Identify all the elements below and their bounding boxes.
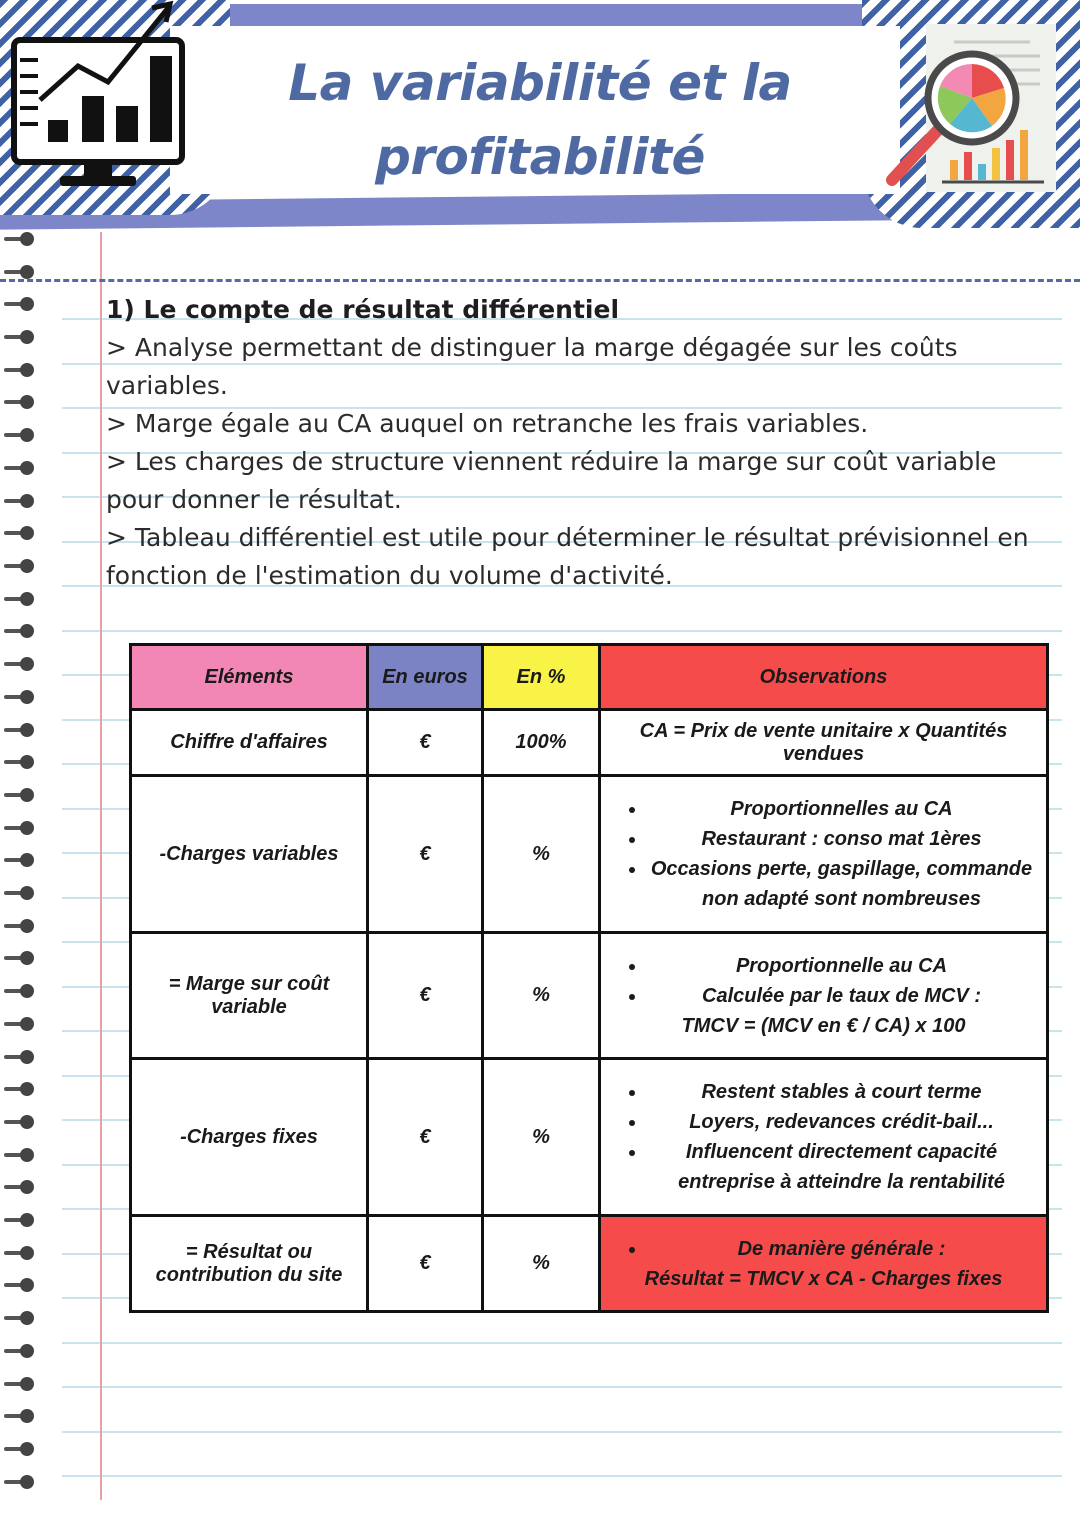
spiral-ring (4, 265, 34, 279)
observation-item: • Loyers, redevances crédit-bail... (647, 1107, 1036, 1137)
row-percent: % (483, 1059, 600, 1216)
notebook-line (62, 1386, 1062, 1388)
spiral-ring (4, 297, 34, 311)
table-row (131, 776, 1048, 933)
dashed-divider (0, 279, 1080, 282)
report-magnifier-pie-chart-icon (880, 20, 1060, 200)
spiral-ring (4, 821, 34, 835)
observation-item: • Proportionnelles au CA (647, 794, 1036, 824)
title-line-2: profitabilité (375, 128, 705, 186)
table-row (131, 1059, 1048, 1216)
row-euros: € (368, 710, 483, 776)
spiral-ring (4, 657, 34, 671)
table-row (131, 710, 1048, 776)
section-bullet-2: > Marge égale au CA auquel on retranche les frais variables. (106, 409, 869, 438)
observation-item: • Restent stables à court terme (647, 1077, 1036, 1107)
spiral-ring (4, 1246, 34, 1260)
spiral-ring (4, 1148, 34, 1162)
notebook-line (62, 1475, 1062, 1477)
monitor-bar-chart-icon (8, 0, 188, 190)
spiral-ring (4, 1180, 34, 1194)
spiral-ring (4, 363, 34, 377)
spiral-ring (4, 526, 34, 540)
spiral-ring (4, 1377, 34, 1391)
row-euros: € (368, 933, 483, 1059)
row-observation (600, 776, 1048, 933)
row-observation (600, 1216, 1048, 1312)
page-title (260, 46, 820, 194)
row-euros: € (368, 1216, 483, 1312)
spiral-ring (4, 1082, 34, 1096)
spiral-ring (4, 1050, 34, 1064)
spiral-ring (4, 951, 34, 965)
section-bullet-4: > Tableau différentiel est utile pour déterminer le résultat prévisionnel en fonction de l'estimation du volume d'activité. (106, 523, 1029, 590)
spiral-ring (4, 494, 34, 508)
notebook-line (62, 1431, 1062, 1433)
spiral-ring (4, 1344, 34, 1358)
row-observation: CA = Prix de vente unitaire x Quantités vendues (600, 710, 1048, 776)
title-line-1: La variabilité et la (288, 54, 792, 112)
differential-income-table (129, 643, 1049, 1313)
observation-item: • Restaurant : conso mat 1ères (647, 824, 1036, 854)
section-intro (106, 291, 1056, 595)
spiral-ring (4, 886, 34, 900)
spiral-ring (4, 1115, 34, 1129)
observation-item: • Influencent directement capacité entreprise à atteindre la rentabilité (647, 1137, 1036, 1197)
observation-item: • Proportionnelle au CA (647, 951, 1036, 981)
observation-item: • Calculée par le taux de MCV : (647, 981, 1036, 1011)
row-euros: € (368, 1059, 483, 1216)
row-percent: % (483, 933, 600, 1059)
notebook-line (62, 1342, 1062, 1344)
spiral-ring (4, 428, 34, 442)
notebook-line (62, 630, 1062, 632)
observation-list (611, 951, 1036, 1011)
row-percent: % (483, 1216, 600, 1312)
spiral-ring (4, 592, 34, 606)
row-element: = Résultat ou contribution du site (131, 1216, 368, 1312)
row-element: Chiffre d'affaires (131, 710, 368, 776)
section-bullet-1: > Analyse permettant de distinguer la marge dégagée sur les coûts variables. (106, 333, 958, 400)
observation-list (611, 794, 1036, 914)
spiral-ring (4, 232, 34, 246)
spiral-ring (4, 919, 34, 933)
row-percent: 100% (483, 710, 600, 776)
spiral-ring (4, 788, 34, 802)
table-row (131, 1216, 1048, 1312)
observation-item: • Occasions perte, gaspillage, commande non adapté sont nombreuses (647, 854, 1036, 914)
spiral-ring (4, 1278, 34, 1292)
spiral-ring (4, 1017, 34, 1031)
observation-list (611, 1234, 1036, 1264)
spiral-ring (4, 723, 34, 737)
spiral-ring (4, 1409, 34, 1423)
spiral-ring (4, 395, 34, 409)
spiral-ring (4, 1311, 34, 1325)
spiral-ring (4, 330, 34, 344)
row-element: -Charges fixes (131, 1059, 368, 1216)
spiral-ring (4, 984, 34, 998)
observation-list (611, 1077, 1036, 1197)
header-elements: Eléments (131, 645, 368, 710)
observation-formula: TMCV = (MCV en € / CA) x 100 (681, 1014, 966, 1037)
spiral-ring (4, 461, 34, 475)
table-header-row (131, 645, 1048, 710)
header-observations: Observations (600, 645, 1048, 710)
row-percent: % (483, 776, 600, 933)
row-element: = Marge sur coût variable (131, 933, 368, 1059)
section-bullet-3: > Les charges de structure viennent réduire la marge sur coût variable pour donner le résultat. (106, 447, 997, 514)
spiral-ring (4, 624, 34, 638)
observation-item: • De manière générale : (647, 1234, 1036, 1264)
row-element: -Charges variables (131, 776, 368, 933)
spiral-ring (4, 1213, 34, 1227)
spiral-ring (4, 853, 34, 867)
header-euros: En euros (368, 645, 483, 710)
observation-formula: Résultat = TMCV x CA - Charges fixes (644, 1267, 1003, 1290)
header-band-top (200, 4, 920, 26)
spiral-ring (4, 1442, 34, 1456)
spiral-ring (4, 690, 34, 704)
margin-line (100, 232, 102, 1500)
row-observation (600, 1059, 1048, 1216)
spiral-ring (4, 559, 34, 573)
row-euros: € (368, 776, 483, 933)
section-heading: 1) Le compte de résultat différentiel (106, 295, 620, 324)
header-percent: En % (483, 645, 600, 710)
row-observation (600, 933, 1048, 1059)
spiral-ring (4, 1475, 34, 1489)
table-row (131, 933, 1048, 1059)
spiral-ring (4, 755, 34, 769)
